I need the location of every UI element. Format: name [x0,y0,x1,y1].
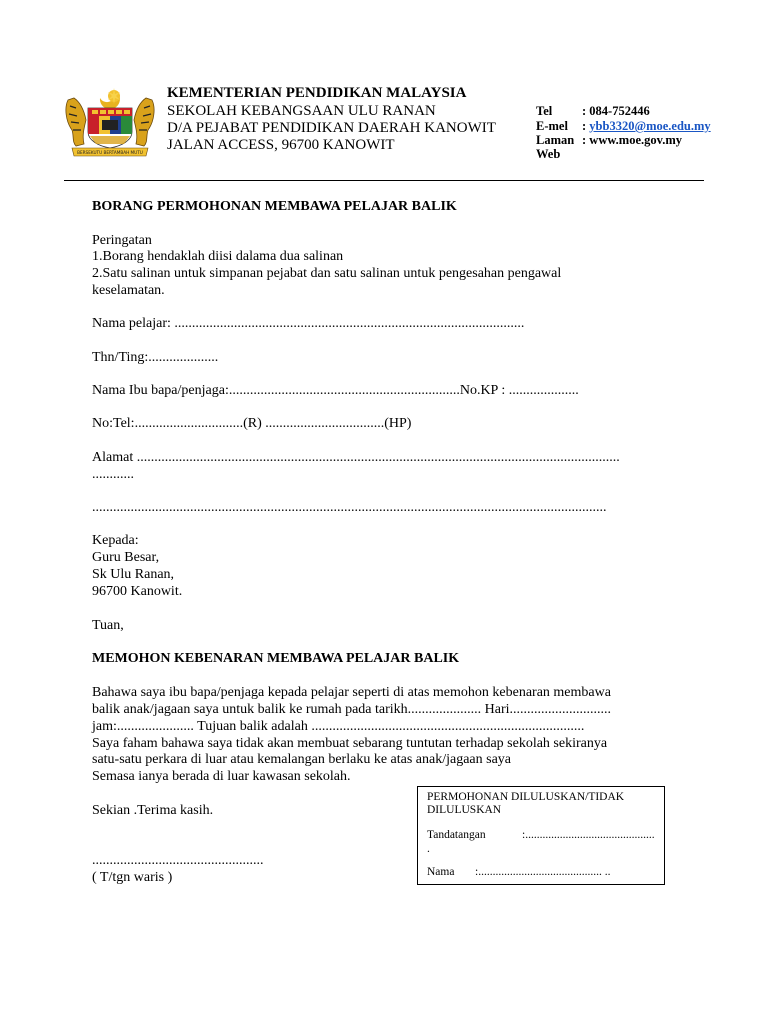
contact-email [536,119,711,134]
student-name-field: Nama pelajar: .................................................................................................... [92,316,525,331]
parent-name-field: Nama Ibu bapa/penjaga:..................................................................No.KP : .................... [92,383,579,398]
warning-heading: Peringatan [92,233,152,248]
school-address: JALAN ACCESS, 96700 KANOWIT [167,137,395,153]
recipient-line-3: 96700 Kanowit. [92,584,183,599]
signature-line: ................................................. [92,853,264,868]
header-divider [64,180,704,181]
signature-label: ( T/tgn waris ) [92,870,173,885]
warning-item-2: 2.Satu salinan untuk simpanan pejabat dan satu salinan untuk pengesahan pengawal [92,266,562,281]
web-label-2: Web [536,147,561,161]
sign-label: Tandatangan [427,829,486,841]
recipient-line-1: Guru Besar, [92,550,160,565]
email-label: E-mel [536,119,568,133]
office-name: D/A PEJABAT PENDIDIKAN DAERAH KANOWIT [167,120,496,136]
body-line-1: Bahawa saya ibu bapa/penjaga kepada pelajar seperti di atas memohon kebenaran membawa [92,685,611,700]
approval-box [417,786,665,885]
closing: Sekian .Terima kasih. [92,803,214,818]
email-sep: : [582,119,590,133]
warning-item-1: 1.Borang hendaklah diisi dalama dua salinan [92,249,344,264]
school-name: SEKOLAH KEBANGSAAN ULU RANAN [167,103,436,119]
address-field: Alamat .......................................................................................................................................... [92,450,620,465]
contact-web [536,133,682,148]
body-line-6: Semasa ianya berada di luar kawasan sekolah. [92,769,351,784]
body-line-3: jam:...................... Tujuan balik adalah .............................................................................. [92,719,585,734]
body-line-5: satu-satu perkara di luar atau kemalangan berlaku ke atas anak/jagaan saya [92,752,512,767]
name-label: Nama [427,866,455,878]
sign-dots: :............................................. [522,829,655,841]
crest-motto: BERSEKUTU BERTAMBAH MUTU [77,150,143,155]
phone-field: No:Tel:...............................(R) ..................................(HP) [92,416,412,431]
approval-title-cont: DILULUSKAN [427,804,502,816]
contact-tel [536,104,650,119]
body-line-2: balik anak/jagaan saya untuk balik ke rumah pada tarikh..................... Hari............................. [92,702,612,717]
email-link[interactable]: ybb3320@moe.edu.my [589,119,711,133]
year-class-field: Thn/Ting:.................... [92,350,219,365]
address-field-cont: ............ [92,467,134,482]
name-dots: :........................................... .. [475,866,611,878]
salutation: Tuan, [92,618,124,633]
recipient-to: Kepada: [92,533,139,548]
coat-of-arms-icon [62,86,158,158]
tel-label: Tel [536,104,553,118]
ministry-name: KEMENTERIAN PENDIDIKAN MALAYSIA [167,85,467,101]
warning-item-2-cont: keselamatan. [92,283,165,298]
web-value: : www.moe.gov.my [582,133,682,147]
form-title: BORANG PERMOHONAN MEMBAWA PELAJAR BALIK [92,199,457,214]
tel-value: : 084-752446 [582,104,650,118]
web-label: Laman [536,133,575,147]
body-line-4: Saya faham bahawa saya tidak akan membuat sebarang tuntutan terhadap sekolah sekiranya [92,736,608,751]
sign-dots-cont: . [427,843,430,855]
approval-title: PERMOHONAN DILULUSKAN/TIDAK [427,791,625,803]
address-field-line-2: ................................................................................................................................................... [92,500,607,515]
letter-subject: MEMOHON KEBENARAN MEMBAWA PELAJAR BALIK [92,651,460,666]
recipient-line-2: Sk Ulu Ranan, [92,567,175,582]
